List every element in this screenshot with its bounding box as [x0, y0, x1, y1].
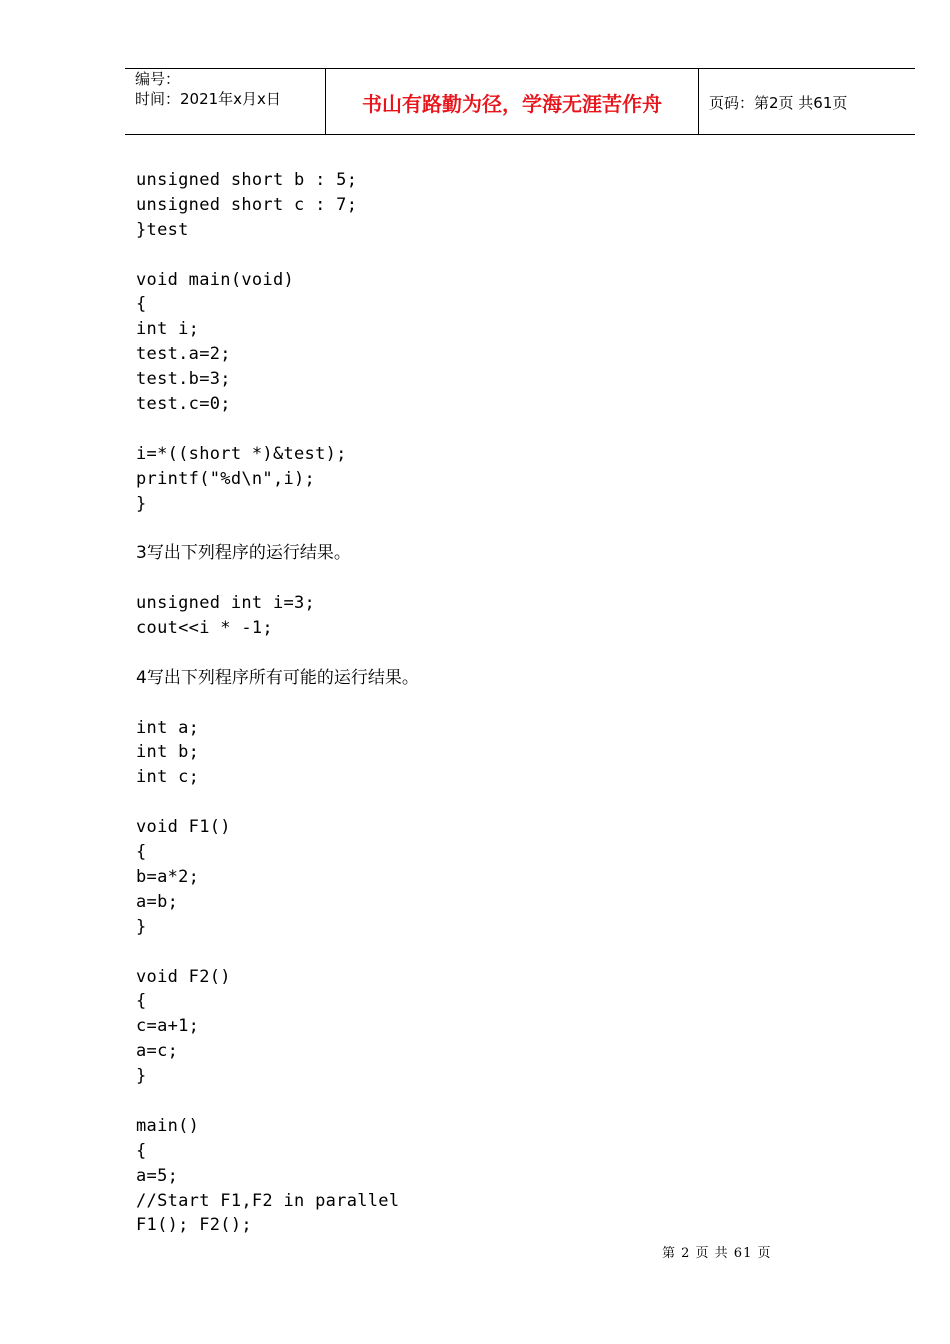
- code-line: [136, 516, 836, 541]
- page-footer: 第 2 页 共 61 页: [662, 1246, 772, 1261]
- code-line: [136, 566, 836, 591]
- code-line: b=a*2;: [136, 866, 200, 887]
- page-header: [125, 68, 915, 135]
- header-motto-cell: [326, 69, 699, 134]
- code-line: printf("%d\n",i);: [136, 468, 316, 489]
- code-line: int c;: [136, 767, 200, 788]
- code-line: c=a+1;: [136, 1016, 200, 1037]
- document-number-label: 编号：: [135, 70, 181, 88]
- document-time-label: 时间：2021年x月x日: [135, 90, 281, 108]
- question-line: 3写出下列程序的运行结果。: [136, 543, 351, 564]
- code-line: {: [136, 294, 147, 315]
- code-line: test.c=0;: [136, 394, 231, 415]
- question-line: 4写出下列程序所有可能的运行结果。: [136, 667, 419, 688]
- code-line: }: [136, 1066, 147, 1087]
- code-line: i=*((short *)&test);: [136, 443, 347, 464]
- code-line: test.a=2;: [136, 344, 231, 365]
- code-line: int i;: [136, 319, 200, 340]
- code-line: int b;: [136, 742, 200, 763]
- code-line: [136, 691, 836, 716]
- code-line: void F1(): [136, 817, 231, 838]
- code-line: {: [136, 991, 147, 1012]
- header-motto: 书山有路勤为径，学海无涯苦作舟: [362, 92, 662, 116]
- code-line: [136, 243, 836, 268]
- header-meta-cell: [125, 69, 326, 134]
- code-line: F1(); F2();: [136, 1215, 252, 1236]
- code-line: [136, 641, 836, 666]
- code-line: a=c;: [136, 1041, 179, 1062]
- code-line: unsigned int i=3;: [136, 593, 316, 614]
- code-line: test.b=3;: [136, 369, 231, 390]
- document-body: [136, 168, 836, 1238]
- code-line: [136, 1089, 836, 1114]
- code-line: }: [136, 493, 147, 514]
- code-line: void F2(): [136, 966, 231, 987]
- code-line: a=5;: [136, 1165, 179, 1186]
- code-line: cout<<i * -1;: [136, 618, 273, 639]
- code-line: main(): [136, 1115, 200, 1136]
- code-line: {: [136, 842, 147, 863]
- header-page-cell: [699, 69, 915, 134]
- code-line: {: [136, 1140, 147, 1161]
- code-line: }: [136, 916, 147, 937]
- code-line: [136, 940, 836, 965]
- code-line: int a;: [136, 717, 200, 738]
- code-line: unsigned short c : 7;: [136, 194, 358, 215]
- code-line: a=b;: [136, 891, 179, 912]
- header-page-info: 页码：第2页 共61页: [709, 94, 848, 112]
- code-line: void main(void): [136, 269, 295, 290]
- code-line: [136, 417, 836, 442]
- code-line: [136, 790, 836, 815]
- code-line: unsigned short b : 5;: [136, 170, 358, 190]
- code-line: }test: [136, 219, 189, 240]
- code-line: //Start F1,F2 in parallel: [136, 1190, 400, 1211]
